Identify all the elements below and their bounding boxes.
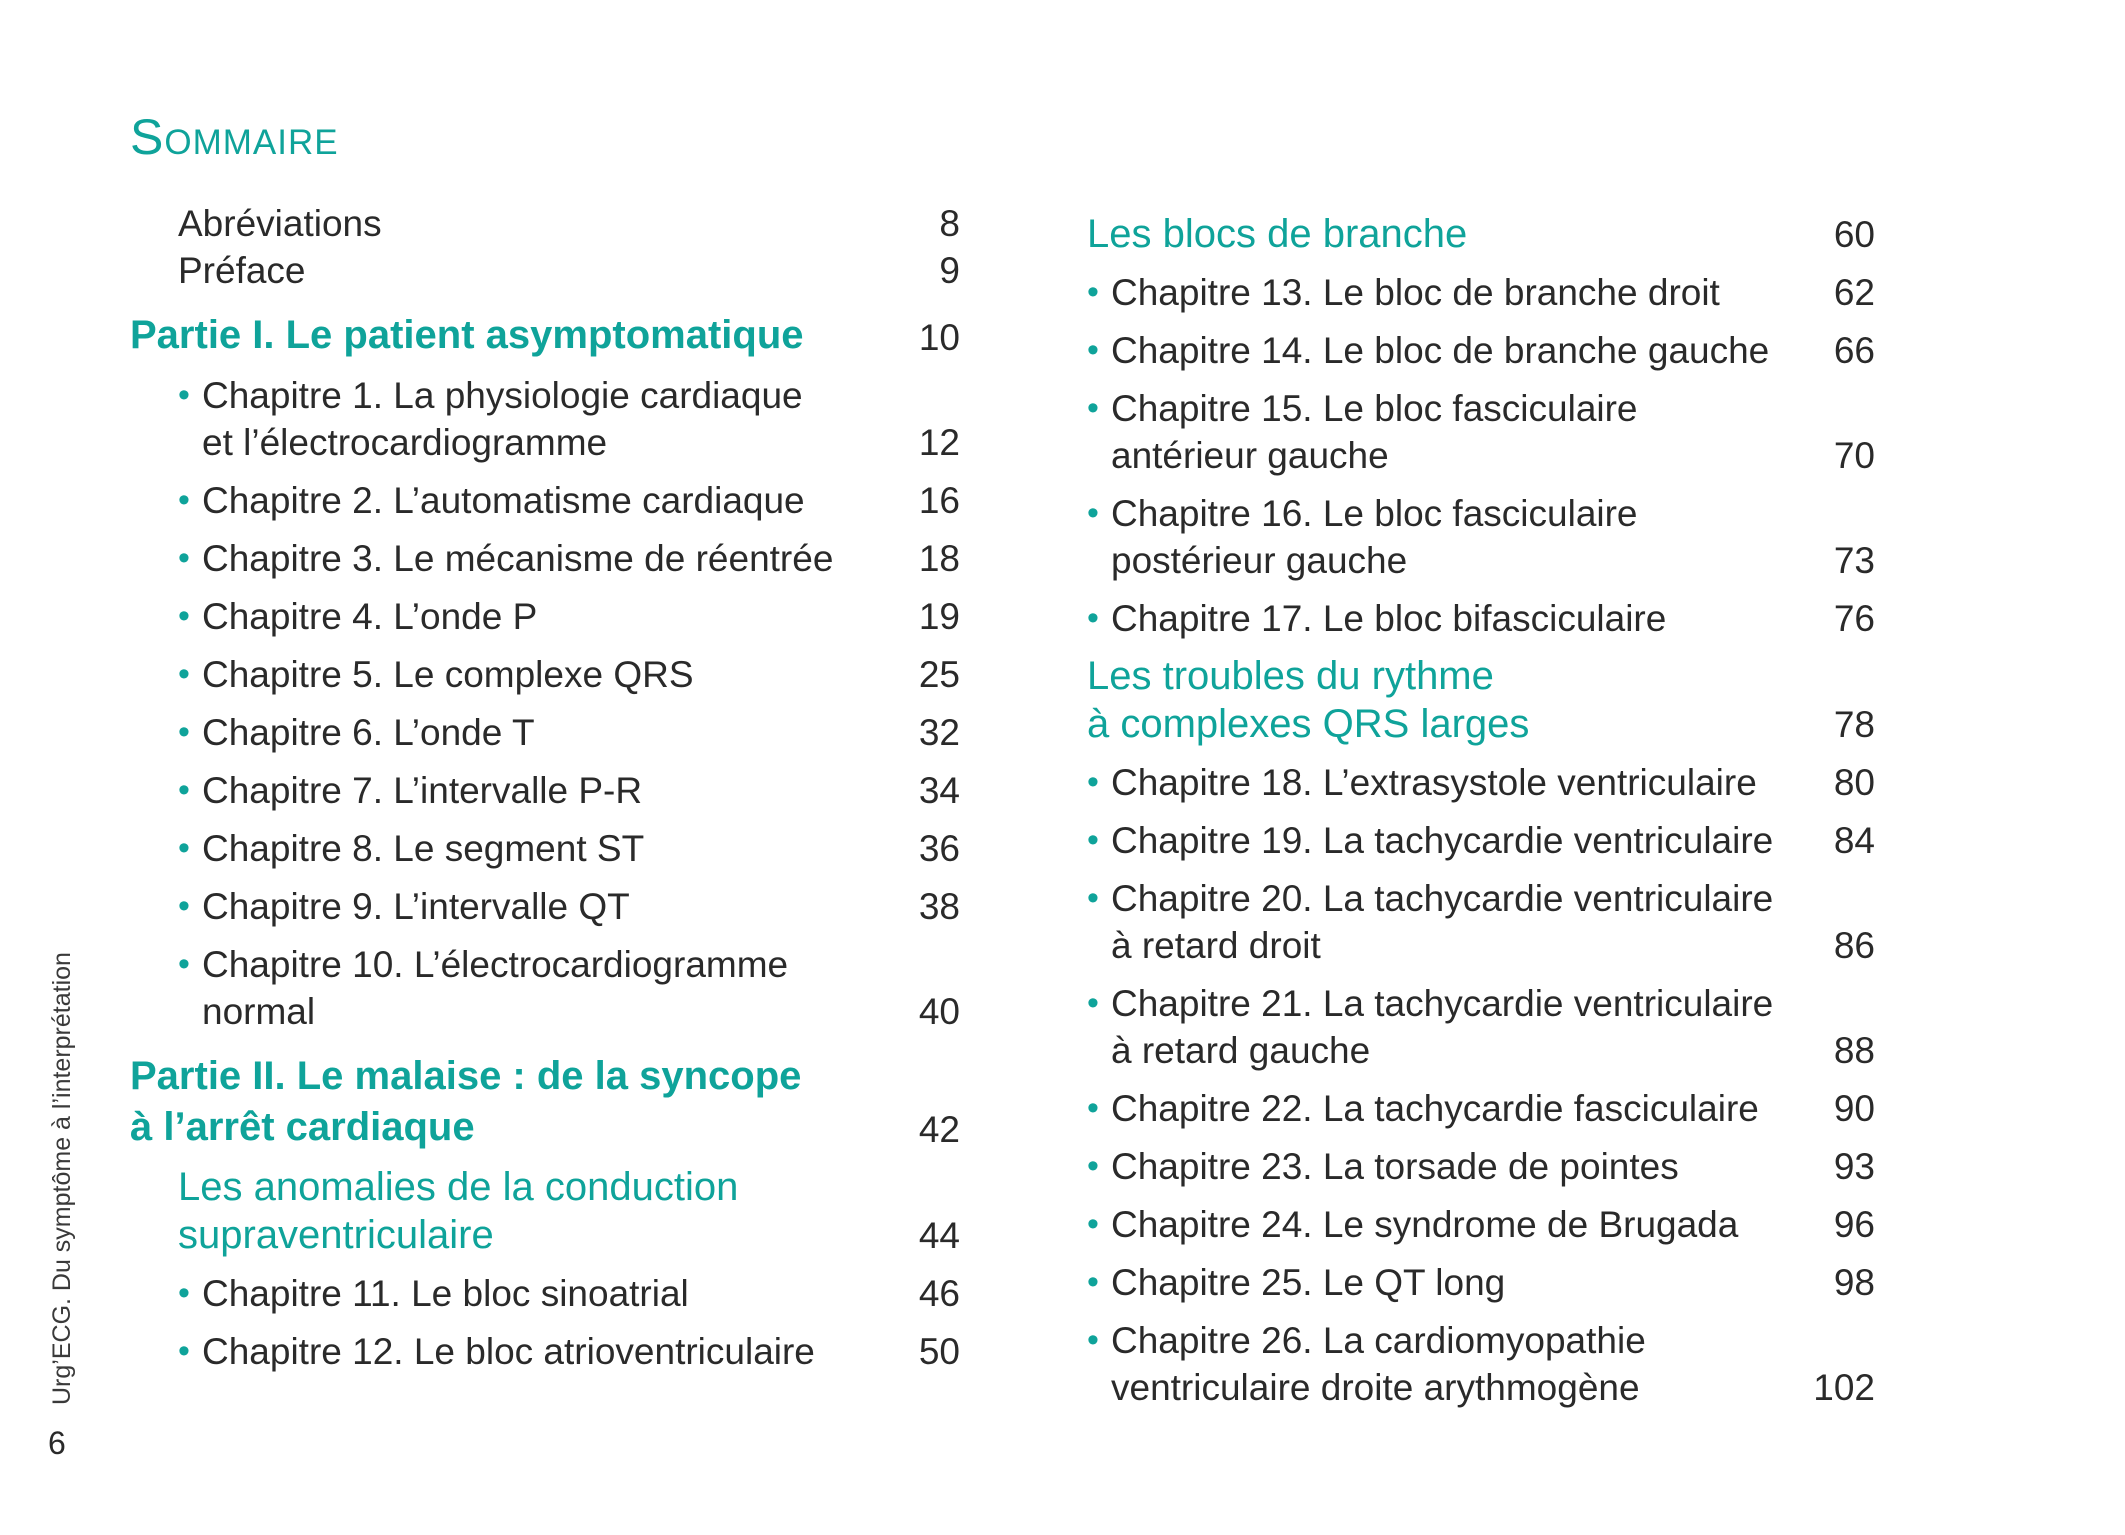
toc-entry-line: Chapitre 5. Le complexe QRS (202, 654, 694, 695)
toc-entry-line: normal (202, 991, 316, 1032)
bullet-icon: • (1087, 389, 1099, 427)
toc-entry-part[interactable] (130, 1051, 960, 1153)
toc-page-number: 84 (1833, 820, 1875, 861)
toc-entry-line: Chapitre 19. La tachycardie ventriculaire (1111, 820, 1774, 861)
toc-entry-section[interactable] (130, 1163, 960, 1259)
bullet-icon: • (178, 887, 190, 925)
toc-entry-label (1087, 595, 1666, 642)
toc-entry-line: à l’arrêt cardiaque (130, 1105, 475, 1149)
bullet-icon: • (178, 481, 190, 519)
toc-entry-chapter[interactable] (1087, 817, 1875, 864)
toc-entry-line: Chapitre 1. La physiologie cardiaque (202, 375, 803, 416)
toc-page-number: 50 (918, 1331, 960, 1372)
toc-entry-chapter[interactable] (130, 1270, 960, 1317)
toc-page-number: 86 (1833, 925, 1875, 966)
toc-entry-part[interactable] (130, 310, 960, 361)
bullet-icon: • (1087, 984, 1099, 1022)
toc-entry-chapter[interactable] (1087, 875, 1875, 969)
toc-entry-line: Abréviations (178, 203, 382, 244)
toc-entry-line: Chapitre 26. La cardiomyopathie (1111, 1320, 1646, 1361)
toc-entry-label (1087, 875, 1773, 969)
bullet-icon: • (1087, 879, 1099, 917)
toc-entry-label (1087, 817, 1773, 864)
toc-entry-label (178, 767, 642, 814)
toc-entry-label (178, 825, 644, 872)
toc-entry-label (178, 941, 788, 1035)
toc-entry-chapter[interactable] (130, 593, 960, 640)
toc-entry-plain[interactable] (130, 247, 960, 294)
toc-page-number: 102 (1813, 1367, 1875, 1408)
toc-entry-label (1087, 980, 1773, 1074)
toc-entry-label (1087, 1085, 1759, 1132)
toc-entry-chapter[interactable] (1087, 269, 1875, 316)
toc-page-number: 46 (918, 1273, 960, 1314)
toc-entry-label (1087, 1201, 1738, 1248)
toc-page-number: 8 (939, 203, 960, 244)
toc-entry-chapter[interactable] (1087, 385, 1875, 479)
toc-entry-label (1087, 1317, 1646, 1411)
toc-entry-line: Chapitre 23. La torsade de pointes (1111, 1146, 1679, 1187)
toc-entry-line: supraventriculaire (178, 1213, 494, 1257)
toc-entry-label (178, 1163, 738, 1259)
toc-entry-line: à complexes QRS larges (1087, 702, 1530, 746)
toc-entry-line: Chapitre 7. L’intervalle P-R (202, 770, 643, 811)
toc-entry-label (178, 1328, 815, 1375)
bullet-icon: • (1087, 273, 1099, 311)
toc-entry-label (178, 883, 630, 930)
bullet-icon: • (1087, 1321, 1099, 1359)
toc-entry-chapter[interactable] (130, 1328, 960, 1375)
toc-entry-line: Chapitre 16. Le bloc fasciculaire (1111, 493, 1638, 534)
bullet-icon: • (178, 945, 190, 983)
toc-entry-chapter[interactable] (130, 767, 960, 814)
toc-page-number: 88 (1833, 1030, 1875, 1071)
toc-page-number: 62 (1833, 272, 1875, 313)
toc-entry-chapter[interactable] (130, 372, 960, 466)
toc-entry-line: Chapitre 14. Le bloc de branche gauche (1111, 330, 1770, 371)
toc-left-column (130, 200, 960, 1375)
bullet-icon: • (1087, 331, 1099, 369)
toc-entry-chapter[interactable] (130, 883, 960, 930)
toc-page-number: 38 (918, 886, 960, 927)
toc-entry-line: Chapitre 8. Le segment ST (202, 828, 645, 869)
toc-page-number: 80 (1833, 762, 1875, 803)
page-number: 6 (48, 1425, 66, 1461)
bullet-icon: • (178, 829, 190, 867)
toc-entry-chapter[interactable] (1087, 327, 1875, 374)
toc-page-number: 10 (918, 317, 960, 358)
bullet-icon: • (178, 655, 190, 693)
toc-entry-section[interactable] (1087, 652, 1875, 748)
toc-entry-line: Partie I. Le patient asymptomatique (130, 313, 804, 357)
bullet-icon: • (1087, 821, 1099, 859)
toc-entry-line: postérieur gauche (1111, 540, 1408, 581)
toc-page-number: 76 (1833, 598, 1875, 639)
toc-page-number: 73 (1833, 540, 1875, 581)
bullet-icon: • (1087, 1147, 1099, 1185)
bullet-icon: • (178, 771, 190, 809)
toc-entry-line: Chapitre 18. L’extrasystole ventriculaire (1111, 762, 1757, 803)
toc-entry-line: à retard gauche (1111, 1030, 1371, 1071)
toc-entry-chapter[interactable] (130, 535, 960, 582)
toc-entry-line: Chapitre 3. Le mécanisme de réentrée (202, 538, 834, 579)
book-title-sidebar: Urg’ECG. Du symptôme à l’interprétation (48, 952, 76, 1405)
bullet-icon: • (1087, 1089, 1099, 1127)
toc-page-number: 16 (918, 480, 960, 521)
toc-entry-label (1087, 652, 1529, 748)
toc-entry-chapter[interactable] (1087, 1317, 1875, 1411)
bullet-icon: • (1087, 599, 1099, 637)
toc-entry-chapter[interactable] (130, 477, 960, 524)
bullet-icon: • (178, 597, 190, 635)
toc-entry-chapter[interactable] (130, 941, 960, 1035)
bullet-icon: • (1087, 1263, 1099, 1301)
toc-page-number: 96 (1833, 1204, 1875, 1245)
toc-entry-chapter[interactable] (1087, 980, 1875, 1074)
toc-right-column (1087, 200, 1875, 1411)
toc-entry-line: Chapitre 25. Le QT long (1111, 1262, 1506, 1303)
toc-entry-label (178, 709, 535, 756)
toc-entry-label (1087, 1143, 1679, 1190)
toc-entry-plain[interactable] (130, 200, 960, 247)
toc-entry-line: antérieur gauche (1111, 435, 1389, 476)
toc-entry-label (178, 247, 306, 294)
toc-entry-label (178, 200, 382, 247)
toc-entry-chapter[interactable] (130, 651, 960, 698)
toc-entry-label (1087, 327, 1769, 374)
toc-entry-line: Chapitre 4. L’onde P (202, 596, 538, 637)
toc-page-number: 40 (918, 991, 960, 1032)
toc-entry-line: Chapitre 13. Le bloc de branche droit (1111, 272, 1720, 313)
toc-entry-chapter[interactable] (1087, 1259, 1875, 1306)
toc-page-number: 19 (918, 596, 960, 637)
page-title: Sommaire (130, 109, 339, 165)
toc-entry-chapter[interactable] (1087, 595, 1875, 642)
toc-entry-chapter[interactable] (1087, 1085, 1875, 1132)
toc-page-number: 60 (1833, 214, 1875, 255)
toc-entry-line: Chapitre 20. La tachycardie ventriculaire (1111, 878, 1774, 919)
toc-entry-line: Chapitre 9. L’intervalle QT (202, 886, 630, 927)
bullet-icon: • (178, 1274, 190, 1312)
toc-entry-chapter[interactable] (130, 709, 960, 756)
toc-entry-label (178, 1270, 689, 1317)
toc-entry-line: Les anomalies de la conduction (178, 1165, 739, 1209)
toc-entry-chapter[interactable] (1087, 490, 1875, 584)
bullet-icon: • (178, 1332, 190, 1370)
toc-page-number: 66 (1833, 330, 1875, 371)
toc-entry-label (1087, 269, 1720, 316)
toc-entry-line: et l’électrocardiogramme (202, 422, 608, 463)
toc-entry-label (130, 1051, 801, 1153)
toc-page-number: 42 (918, 1109, 960, 1150)
toc-entry-line: Partie II. Le malaise : de la syncope (130, 1054, 802, 1098)
toc-entry-line: Chapitre 17. Le bloc bifasciculaire (1111, 598, 1667, 639)
toc-entry-chapter[interactable] (130, 825, 960, 872)
toc-entry-label (178, 372, 803, 466)
bullet-icon: • (178, 713, 190, 751)
toc-page-number: 93 (1833, 1146, 1875, 1187)
toc-entry-label (1087, 759, 1757, 806)
toc-entry-section[interactable] (1087, 210, 1875, 258)
toc-page-number: 34 (918, 770, 960, 811)
toc-entry-line: ventriculaire droite arythmogène (1111, 1367, 1640, 1408)
toc-entry-line: Chapitre 22. La tachycardie fasciculaire (1111, 1088, 1759, 1129)
bullet-icon: • (1087, 1205, 1099, 1243)
toc-entry-line: Chapitre 6. L’onde T (202, 712, 535, 753)
toc-page-number: 25 (918, 654, 960, 695)
toc-page-number: 70 (1833, 435, 1875, 476)
toc-entry-line: Chapitre 2. L’automatisme cardiaque (202, 480, 805, 521)
toc-entry-line: Chapitre 10. L’électrocardiogramme (202, 944, 789, 985)
toc-entry-label (178, 651, 694, 698)
toc-entry-label (1087, 210, 1467, 258)
toc-page-number: 32 (918, 712, 960, 753)
toc-entry-line: à retard droit (1111, 925, 1321, 966)
toc-page-number: 90 (1833, 1088, 1875, 1129)
toc-entry-line: Chapitre 15. Le bloc fasciculaire (1111, 388, 1638, 429)
toc-entry-chapter[interactable] (1087, 1201, 1875, 1248)
toc-entry-line: Chapitre 12. Le bloc atrioventriculaire (202, 1331, 815, 1372)
toc-entry-line: Chapitre 24. Le syndrome de Brugada (1111, 1204, 1739, 1245)
bullet-icon: • (1087, 763, 1099, 801)
toc-page-number: 9 (939, 250, 960, 291)
toc-page-number: 18 (918, 538, 960, 579)
toc-page-number: 36 (918, 828, 960, 869)
toc-entry-label (1087, 385, 1638, 479)
toc-entry-label (1087, 1259, 1505, 1306)
toc-entry-label (1087, 490, 1638, 584)
toc-entry-line: Chapitre 11. Le bloc sinoatrial (202, 1273, 689, 1314)
toc-entry-label (178, 535, 833, 582)
toc-entry-label (130, 310, 804, 361)
toc-entry-label (178, 593, 537, 640)
bullet-icon: • (1087, 494, 1099, 532)
toc-page-number: 78 (1833, 704, 1875, 745)
toc-page-number: 44 (918, 1215, 960, 1256)
toc-page-number: 98 (1833, 1262, 1875, 1303)
toc-entry-line: Préface (178, 250, 306, 291)
toc-entry-chapter[interactable] (1087, 1143, 1875, 1190)
toc-entry-line: Chapitre 21. La tachycardie ventriculaire (1111, 983, 1774, 1024)
toc-entry-line: Les blocs de branche (1087, 212, 1468, 256)
toc-entry-line: Les troubles du rythme (1087, 654, 1494, 698)
bullet-icon: • (178, 539, 190, 577)
bullet-icon: • (178, 376, 190, 414)
toc-entry-label (178, 477, 805, 524)
toc-entry-chapter[interactable] (1087, 759, 1875, 806)
toc-page-number: 12 (918, 422, 960, 463)
